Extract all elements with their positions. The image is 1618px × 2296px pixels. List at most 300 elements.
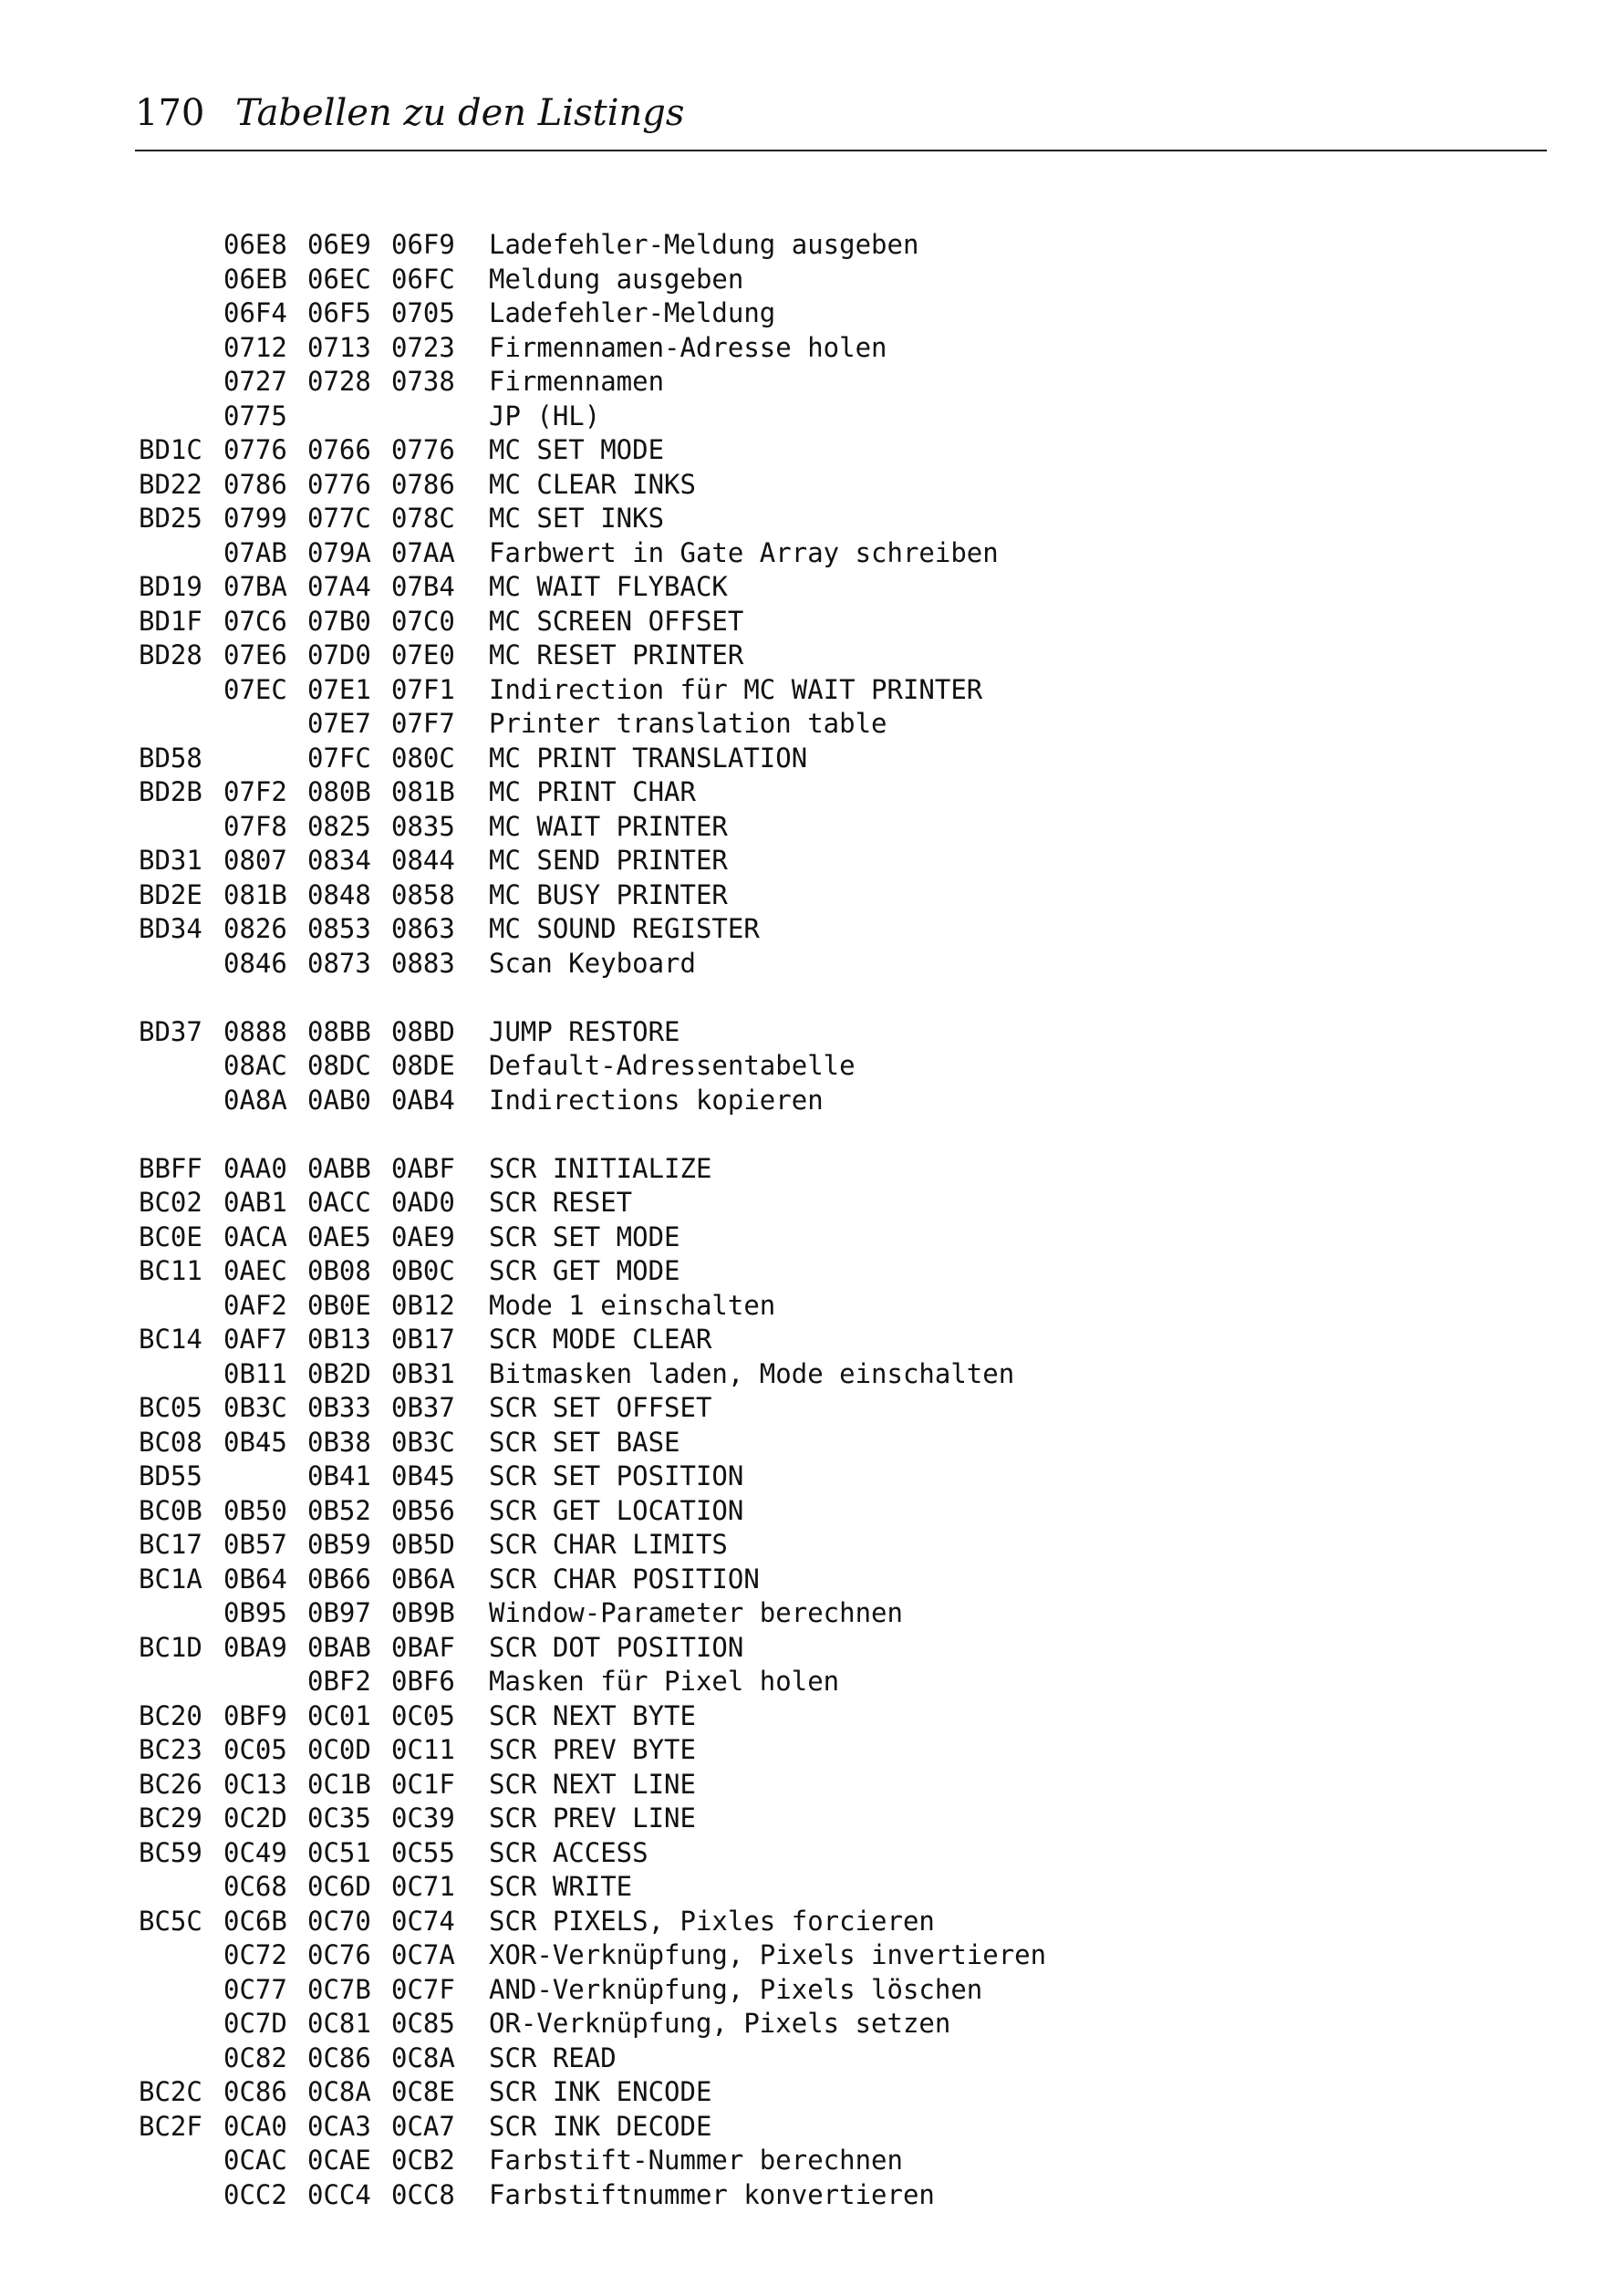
routine-description: Bitmasken laden, Mode einschalten	[489, 1357, 1015, 1389]
jump-address: BBFF	[139, 1152, 202, 1184]
address-col-2: 0728	[307, 366, 371, 397]
address-col-2: 0766	[307, 434, 371, 465]
listing-row	[139, 2075, 1507, 2110]
address-col-1: 0BF9	[223, 1699, 287, 1731]
address-col-1: 0B95	[223, 1597, 287, 1628]
address-col-1: 0C49	[223, 1836, 287, 1868]
address-col-2: 07A4	[307, 571, 371, 602]
listing-row	[139, 1596, 1507, 1631]
address-col-3: 0B12	[391, 1289, 455, 1321]
address-col-1: 0727	[223, 366, 287, 397]
listing-row	[139, 263, 1507, 297]
listing-row	[139, 1665, 1507, 1699]
listing-row	[139, 296, 1507, 331]
address-col-2: 0B08	[307, 1255, 371, 1286]
address-col-3: 0AE9	[391, 1221, 455, 1252]
address-col-2: 07B0	[307, 605, 371, 637]
jump-address: BD55	[139, 1460, 202, 1491]
jump-address: BC14	[139, 1324, 202, 1355]
routine-description: SCR SET MODE	[489, 1221, 680, 1252]
routine-description: SCR MODE CLEAR	[489, 1324, 712, 1355]
jump-address: BD1C	[139, 434, 202, 465]
address-col-3: 0CA7	[391, 2110, 455, 2142]
listing-row	[139, 1460, 1507, 1494]
address-col-1: 0B3C	[223, 1392, 287, 1423]
listing-row	[139, 331, 1507, 366]
jump-address: BD2E	[139, 878, 202, 910]
address-col-2: 0C6D	[307, 1871, 371, 1902]
listing-row	[139, 1152, 1507, 1187]
routine-description: SCR WRITE	[489, 1871, 633, 1902]
routine-description: SCR ACCESS	[489, 1836, 648, 1868]
address-col-3: 0AD0	[391, 1187, 455, 1218]
listing-row	[139, 1323, 1507, 1357]
address-col-3: 0C1F	[391, 1768, 455, 1800]
address-col-1: 0AF2	[223, 1289, 287, 1321]
address-col-2: 0834	[307, 845, 371, 876]
address-col-2: 0CC4	[307, 2178, 371, 2210]
routine-description: SCR READ	[489, 2041, 617, 2073]
address-col-1: 0C68	[223, 1871, 287, 1902]
routine-description: SCR PREV LINE	[489, 1803, 696, 1834]
address-col-1: 07C6	[223, 605, 287, 637]
address-col-1: 0AB1	[223, 1187, 287, 1218]
routine-description: Firmennamen-Adresse holen	[489, 331, 887, 363]
address-col-1: 0C13	[223, 1768, 287, 1800]
address-col-3: 0738	[391, 366, 455, 397]
listing-row	[139, 673, 1507, 708]
jump-address: BC0B	[139, 1494, 202, 1526]
address-col-3: 0776	[391, 434, 455, 465]
jump-address: BC08	[139, 1426, 202, 1458]
address-col-3: 0B31	[391, 1357, 455, 1389]
routine-description: MC SET MODE	[489, 434, 665, 465]
address-col-2: 0B33	[307, 1392, 371, 1423]
address-col-1: 0807	[223, 845, 287, 876]
routine-description: MC WAIT FLYBACK	[489, 571, 728, 602]
address-col-3: 0863	[391, 913, 455, 944]
listing-row	[139, 1221, 1507, 1255]
address-col-2: 0C7B	[307, 1973, 371, 2005]
routine-description: SCR INK DECODE	[489, 2110, 712, 2142]
listing-row	[139, 502, 1507, 536]
address-col-2: 080B	[307, 776, 371, 807]
address-col-3: 0B6A	[391, 1563, 455, 1595]
jump-address: BC59	[139, 1836, 202, 1868]
address-col-3: 07E0	[391, 639, 455, 670]
address-col-1: 0ACA	[223, 1221, 287, 1252]
jump-address: BD1F	[139, 605, 202, 637]
listing-row	[139, 1563, 1507, 1597]
listing-row	[139, 1938, 1507, 1973]
address-col-3: 0883	[391, 947, 455, 979]
address-col-1: 07EC	[223, 673, 287, 705]
address-col-2: 0825	[307, 810, 371, 842]
address-col-3: 0C7A	[391, 1939, 455, 1970]
routine-description: AND-Verknüpfung, Pixels löschen	[489, 1973, 983, 2005]
address-col-1: 0826	[223, 913, 287, 944]
listing-row	[139, 1905, 1507, 1939]
address-col-2: 0B41	[307, 1460, 371, 1491]
address-col-1: 0C6B	[223, 1905, 287, 1937]
address-col-3: 0C8E	[391, 2076, 455, 2107]
routine-description: SCR CHAR LIMITS	[489, 1529, 728, 1560]
address-col-1: 0AA0	[223, 1152, 287, 1184]
address-col-3: 06FC	[391, 263, 455, 295]
listing-row	[139, 1391, 1507, 1426]
routine-description: SCR NEXT BYTE	[489, 1699, 696, 1731]
address-col-1: 0C77	[223, 1973, 287, 2005]
jump-address: BC17	[139, 1529, 202, 1560]
address-col-1: 081B	[223, 878, 287, 910]
routine-description: MC CLEAR INKS	[489, 468, 696, 500]
listing-row	[139, 1015, 1507, 1050]
address-col-2: 0CAE	[307, 2145, 371, 2176]
address-col-2: 07E7	[307, 708, 371, 739]
address-col-2: 06F5	[307, 297, 371, 328]
listing-row	[139, 1768, 1507, 1803]
address-col-2: 0713	[307, 331, 371, 363]
address-col-1: 0C2D	[223, 1803, 287, 1834]
address-col-3: 0BF6	[391, 1666, 455, 1697]
address-col-2: 0AB0	[307, 1084, 371, 1116]
listing-row	[139, 605, 1507, 639]
address-col-2: 0776	[307, 468, 371, 500]
page-number: 170	[135, 92, 205, 134]
jump-address: BC0E	[139, 1221, 202, 1252]
listing-row	[139, 1289, 1507, 1324]
listing-row	[139, 810, 1507, 845]
listing-row	[139, 2178, 1507, 2213]
address-col-1: 0CA0	[223, 2110, 287, 2142]
listing-row	[139, 1836, 1507, 1871]
page-title: Tabellen zu den Listings	[235, 92, 685, 134]
listing-row	[139, 742, 1507, 776]
routine-description: Indirections kopieren	[489, 1084, 824, 1116]
address-col-1: 07E6	[223, 639, 287, 670]
routine-description: Indirection für MC WAIT PRINTER	[489, 673, 983, 705]
address-col-3: 0B5D	[391, 1529, 455, 1560]
address-col-2: 079A	[307, 536, 371, 568]
routine-description: Mode 1 einschalten	[489, 1289, 776, 1321]
routine-description: SCR SET OFFSET	[489, 1392, 712, 1423]
listing-row	[139, 844, 1507, 878]
routine-description: SCR SET BASE	[489, 1426, 680, 1458]
address-col-3: 0C71	[391, 1871, 455, 1902]
address-col-3: 07F1	[391, 673, 455, 705]
address-col-3: 0705	[391, 297, 455, 328]
address-col-2: 0853	[307, 913, 371, 944]
listing-row	[139, 2041, 1507, 2076]
address-listing	[139, 228, 1507, 2212]
address-col-2: 0848	[307, 878, 371, 910]
jump-address: BD19	[139, 571, 202, 602]
listing-row	[139, 228, 1507, 263]
address-col-1: 0B57	[223, 1529, 287, 1560]
routine-description: SCR SET POSITION	[489, 1460, 744, 1491]
address-col-1: 0775	[223, 400, 287, 431]
address-col-2: 0B38	[307, 1426, 371, 1458]
address-col-1: 0AF7	[223, 1324, 287, 1355]
listing-row	[139, 639, 1507, 673]
address-col-3: 0B45	[391, 1460, 455, 1491]
listing-row	[139, 1254, 1507, 1289]
jump-address: BC5C	[139, 1905, 202, 1937]
address-col-3: 07F7	[391, 708, 455, 739]
address-col-2: 08BB	[307, 1015, 371, 1047]
address-col-3: 07C0	[391, 605, 455, 637]
listing-row	[139, 2007, 1507, 2041]
address-col-1: 0712	[223, 331, 287, 363]
routine-description: OR-Verknüpfung, Pixels setzen	[489, 2008, 951, 2039]
listing-row	[139, 2144, 1507, 2178]
address-col-2: 0B13	[307, 1324, 371, 1355]
routine-description: Window-Parameter berechnen	[489, 1597, 903, 1628]
jump-address: BD58	[139, 742, 202, 774]
address-col-3: 0BAF	[391, 1631, 455, 1663]
address-col-3: 0C39	[391, 1803, 455, 1834]
jump-address: BC29	[139, 1803, 202, 1834]
address-col-2: 06EC	[307, 263, 371, 295]
address-col-1: 06E8	[223, 229, 287, 260]
routine-description: Ladefehler-Meldung ausgeben	[489, 229, 919, 260]
address-col-3: 0CC8	[391, 2178, 455, 2210]
listing-row	[139, 1084, 1507, 1118]
address-col-1: 0846	[223, 947, 287, 979]
address-col-1: 0A8A	[223, 1084, 287, 1116]
address-col-2: 0C35	[307, 1803, 371, 1834]
address-col-2: 0B59	[307, 1529, 371, 1560]
address-col-2: 07E1	[307, 673, 371, 705]
address-col-1: 07F2	[223, 776, 287, 807]
listing-row	[139, 1802, 1507, 1836]
routine-description: MC SOUND REGISTER	[489, 913, 760, 944]
routine-description: MC SET INKS	[489, 503, 665, 534]
address-col-2: 0ABB	[307, 1152, 371, 1184]
address-col-1: 0786	[223, 468, 287, 500]
address-col-3: 0723	[391, 331, 455, 363]
jump-address: BC20	[139, 1699, 202, 1731]
address-col-2: 0B2D	[307, 1357, 371, 1389]
address-col-1: 0B45	[223, 1426, 287, 1458]
address-col-3: 0B0C	[391, 1255, 455, 1286]
blank-line	[139, 1117, 1507, 1152]
routine-description: SCR RESET	[489, 1187, 633, 1218]
address-col-1: 0888	[223, 1015, 287, 1047]
routine-description: Farbwert in Gate Array schreiben	[489, 536, 999, 568]
routine-description: MC PRINT CHAR	[489, 776, 696, 807]
address-col-1: 0B64	[223, 1563, 287, 1595]
address-col-2: 077C	[307, 503, 371, 534]
routine-description: MC PRINT TRANSLATION	[489, 742, 808, 774]
routine-description: SCR GET MODE	[489, 1255, 680, 1286]
jump-address: BD31	[139, 845, 202, 876]
listing-row	[139, 775, 1507, 810]
address-col-1: 0C72	[223, 1939, 287, 1970]
listing-row	[139, 1699, 1507, 1734]
routine-description: Farbstift-Nummer berechnen	[489, 2145, 903, 2176]
address-col-1: 07BA	[223, 571, 287, 602]
routine-description: Farbstiftnummer konvertieren	[489, 2178, 935, 2210]
address-col-3: 0AB4	[391, 1084, 455, 1116]
address-col-3: 0C74	[391, 1905, 455, 1937]
address-col-3: 0835	[391, 810, 455, 842]
listing-row	[139, 1049, 1507, 1084]
address-col-2: 0C70	[307, 1905, 371, 1937]
address-col-1: 0C82	[223, 2041, 287, 2073]
address-col-1: 0AEC	[223, 1255, 287, 1286]
jump-address: BC11	[139, 1255, 202, 1286]
address-col-3: 0C55	[391, 1836, 455, 1868]
address-col-3: 0858	[391, 878, 455, 910]
routine-description: SCR PIXELS, Pixles forcieren	[489, 1905, 935, 1937]
address-col-2: 0C8A	[307, 2076, 371, 2107]
listing-row	[139, 1528, 1507, 1563]
address-col-1: 07AB	[223, 536, 287, 568]
listing-row	[139, 570, 1507, 605]
listing-row	[139, 2110, 1507, 2145]
listing-row	[139, 1973, 1507, 2008]
address-col-1: 08AC	[223, 1050, 287, 1081]
address-col-2: 0AE5	[307, 1221, 371, 1252]
address-col-3: 0C05	[391, 1699, 455, 1731]
routine-description: SCR CHAR POSITION	[489, 1563, 760, 1595]
address-col-3: 0ABF	[391, 1152, 455, 1184]
address-col-2: 0873	[307, 947, 371, 979]
listing-row	[139, 1494, 1507, 1529]
address-col-3: 0B56	[391, 1494, 455, 1526]
address-col-3: 0B3C	[391, 1426, 455, 1458]
address-col-1: 0CC2	[223, 2178, 287, 2210]
address-col-2: 0C1B	[307, 1768, 371, 1800]
blank-line	[139, 981, 1507, 1015]
jump-address: BD25	[139, 503, 202, 534]
address-col-1: 0BA9	[223, 1631, 287, 1663]
jump-address: BC26	[139, 1768, 202, 1800]
jump-address: BD2B	[139, 776, 202, 807]
routine-description: Default-Adressentabelle	[489, 1050, 856, 1081]
listing-row	[139, 1631, 1507, 1666]
jump-address: BC23	[139, 1734, 202, 1765]
jump-address: BC1A	[139, 1563, 202, 1595]
routine-description: MC SCREEN OFFSET	[489, 605, 744, 637]
address-col-3: 080C	[391, 742, 455, 774]
address-col-3: 0844	[391, 845, 455, 876]
address-col-2: 08DC	[307, 1050, 371, 1081]
address-col-3: 0CB2	[391, 2145, 455, 2176]
listing-row	[139, 1426, 1507, 1460]
routine-description: SCR GET LOCATION	[489, 1494, 744, 1526]
listing-row	[139, 947, 1507, 982]
jump-address: BC02	[139, 1187, 202, 1218]
address-col-3: 0B9B	[391, 1597, 455, 1628]
address-col-3: 0786	[391, 468, 455, 500]
routine-description: MC BUSY PRINTER	[489, 878, 728, 910]
header-rule	[135, 150, 1547, 151]
address-col-2: 0B97	[307, 1597, 371, 1628]
routine-description: MC WAIT PRINTER	[489, 810, 728, 842]
address-col-1: 06F4	[223, 297, 287, 328]
address-col-3: 08DE	[391, 1050, 455, 1081]
address-col-1: 0776	[223, 434, 287, 465]
address-col-2: 0C86	[307, 2041, 371, 2073]
routine-description: Printer translation table	[489, 708, 887, 739]
routine-description: MC RESET PRINTER	[489, 639, 744, 670]
listing-row	[139, 468, 1507, 503]
listing-row	[139, 1870, 1507, 1905]
address-col-2: 0B52	[307, 1494, 371, 1526]
listing-row	[139, 1357, 1507, 1392]
routine-description: SCR DOT POSITION	[489, 1631, 744, 1663]
jump-address: BC2C	[139, 2076, 202, 2107]
routine-description: SCR NEXT LINE	[489, 1768, 696, 1800]
routine-description: JP (HL)	[489, 400, 601, 431]
routine-description: Ladefehler-Meldung	[489, 297, 776, 328]
address-col-2: 0B0E	[307, 1289, 371, 1321]
address-col-2: 0C01	[307, 1699, 371, 1731]
listing-row	[139, 878, 1507, 913]
address-col-2: 07FC	[307, 742, 371, 774]
routine-description: Firmennamen	[489, 366, 665, 397]
routine-description: XOR-Verknüpfung, Pixels invertieren	[489, 1939, 1047, 1970]
address-col-1: 0C86	[223, 2076, 287, 2107]
address-col-3: 0C11	[391, 1734, 455, 1765]
routine-description: Meldung ausgeben	[489, 263, 744, 295]
address-col-2: 0C51	[307, 1836, 371, 1868]
listing-row	[139, 433, 1507, 468]
jump-address: BD22	[139, 468, 202, 500]
jump-address: BD37	[139, 1015, 202, 1047]
jump-address: BD28	[139, 639, 202, 670]
address-col-2: 0BF2	[307, 1666, 371, 1697]
address-col-1: 07F8	[223, 810, 287, 842]
jump-address: BC1D	[139, 1631, 202, 1663]
address-col-3: 07AA	[391, 536, 455, 568]
address-col-3: 0C8A	[391, 2041, 455, 2073]
address-col-2: 0C76	[307, 1939, 371, 1970]
jump-address: BD34	[139, 913, 202, 944]
address-col-1: 0CAC	[223, 2145, 287, 2176]
address-col-3: 081B	[391, 776, 455, 807]
address-col-3: 06F9	[391, 229, 455, 260]
jump-address: BC2F	[139, 2110, 202, 2142]
address-col-2: 0C81	[307, 2008, 371, 2039]
address-col-3: 078C	[391, 503, 455, 534]
address-col-1: 06EB	[223, 263, 287, 295]
address-col-2: 0BAB	[307, 1631, 371, 1663]
routine-description: JUMP RESTORE	[489, 1015, 680, 1047]
listing-row	[139, 1186, 1507, 1221]
routine-description: SCR PREV BYTE	[489, 1734, 696, 1765]
address-col-1: 0B11	[223, 1357, 287, 1389]
page-header	[135, 88, 1547, 144]
address-col-3: 08BD	[391, 1015, 455, 1047]
listing-row	[139, 365, 1507, 400]
routine-description: SCR INITIALIZE	[489, 1152, 712, 1184]
address-col-2: 0ACC	[307, 1187, 371, 1218]
address-col-1: 0799	[223, 503, 287, 534]
routine-description: MC SEND PRINTER	[489, 845, 728, 876]
listing-row	[139, 400, 1507, 434]
address-col-3: 0C85	[391, 2008, 455, 2039]
routine-description: Scan Keyboard	[489, 947, 696, 979]
listing-row	[139, 536, 1507, 571]
address-col-1: 0C7D	[223, 2008, 287, 2039]
address-col-2: 0CA3	[307, 2110, 371, 2142]
address-col-3: 0C7F	[391, 1973, 455, 2005]
address-col-1: 0B50	[223, 1494, 287, 1526]
address-col-3: 0B17	[391, 1324, 455, 1355]
